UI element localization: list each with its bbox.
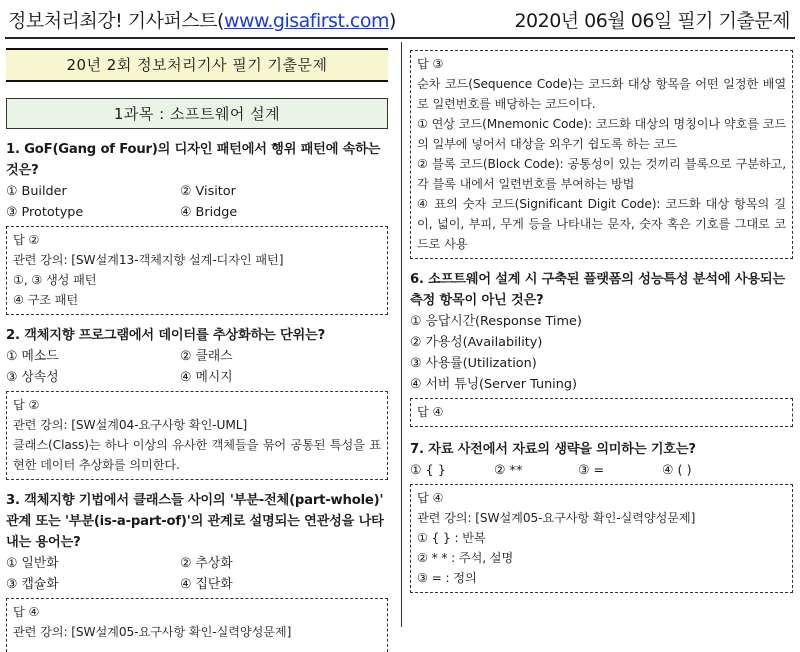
option: ④ ( ) [662, 463, 692, 478]
explanation: ④ 표의 숫자 코드(Significant Digit Code): 코드화 대상 항목의 길이, 넓이, 부피, 무게 등을 나타내는 문자, 숫자 혹은 기호를 그대로 코드로 사용 [417, 197, 786, 251]
explanation: ② * * : 주석, 설명 [417, 551, 514, 565]
explanation: ① 연상 코드(Mnemonic Code): 코드화 대상의 명칭이나 약호를 코드의 일부에 넣어서 대상을 외우기 쉽도록 하는 코드 [417, 117, 787, 151]
question-1: 1. GoF(Gang of Four)의 디자인 패턴에서 행위 패턴에 속하는 것은? [6, 142, 381, 178]
lecture-reference: 관련 강의: [SW설계05-요구사항 확인-실력양성문제] [13, 625, 292, 639]
option: ① 응답시간(Response Time) [410, 314, 582, 329]
exam-title: 20년 2회 정보처리기사 필기 기출문제 [6, 48, 388, 82]
answer: 답 ③ [417, 57, 444, 71]
answer: 답 ④ [13, 605, 40, 619]
right-column [410, 44, 793, 600]
exam-date: 2020년 06월 06일 필기 기출문제 [514, 10, 790, 32]
explanation: ③ = : 정의 [417, 571, 477, 585]
option: ③ = [578, 463, 605, 478]
site-link[interactable]: www.gisafirst.com [223, 10, 390, 32]
explanation: ④ 구조 패턴 [13, 293, 79, 307]
question-7: 7. 자료 사전에서 자료의 생략을 의미하는 기호는? [410, 442, 696, 457]
option: ② 가용성(Availability) [410, 335, 543, 350]
explanation: ① { } : 반복 [417, 531, 486, 545]
lecture-reference: 관련 강의: [SW설계04-요구사항 확인-UML] [13, 418, 248, 432]
explanation: 순차 코드(Sequence Code)는 코드화 대상 항목을 어떤 일정한 배열로 일련번호를 배당하는 코드이다. [417, 77, 786, 111]
answer-box-2 [6, 391, 388, 480]
option: ① { } [410, 463, 446, 478]
lecture-reference: 관련 강의: [SW설계05-요구사항 확인-실력양성문제] [417, 511, 696, 525]
option: ② Visitor [180, 184, 236, 199]
option: ③ 상속성 [6, 370, 59, 385]
site-title: 정보처리최강! 기사퍼스트(www.gisafirst.com) [8, 10, 396, 32]
option: ② 추상화 [180, 556, 233, 571]
option: ① 메소드 [6, 349, 59, 364]
answer-box-3 [6, 598, 388, 652]
lecture-reference: 관련 강의: [SW설계13-객체지향 설계-디자인 패턴] [13, 253, 284, 267]
option: ④ 메시지 [180, 370, 233, 385]
explanation: ①, ③ 생성 패턴 [13, 273, 97, 287]
option: ③ 사용률(Utilization) [410, 356, 537, 371]
left-column [6, 44, 388, 652]
question-1-options [6, 181, 388, 223]
page-header [0, 0, 800, 38]
option: ① Builder [6, 184, 67, 199]
explanation: ② 블록 코드(Block Code): 공통성이 있는 것끼리 블록으로 구분하고, 각 블록 내에서 일련번호를 부여하는 방법 [417, 157, 786, 191]
answer-box-5 [410, 50, 793, 259]
answer: 답 ② [13, 398, 40, 412]
answer-box-6 [410, 398, 793, 427]
answer-box-1 [6, 226, 388, 315]
option: ② ** [494, 463, 523, 478]
answer: 답 ② [13, 233, 40, 247]
column-divider [401, 42, 402, 627]
question-3: 3. 객체지향 기법에서 클래스들 사이의 '부분-전체(part-whole)' 관계 또는 '부분(is-a-part-of)'의 관계로 설명되는 연관성을 나타내는 용어는? [6, 493, 384, 550]
question-7-options [410, 460, 793, 481]
option: ② 클래스 [180, 349, 233, 364]
header-rule [5, 37, 795, 39]
option: ④ 집단화 [180, 577, 233, 592]
option: ④ Bridge [180, 205, 238, 220]
answer-box-7 [410, 484, 793, 593]
subject-title: 1과목 : 소프트웨어 설계 [6, 98, 388, 129]
option: ④ 서버 튜닝(Server Tuning) [410, 377, 577, 392]
option: ③ 캡슐화 [6, 577, 59, 592]
question-6: 6. 소프트웨어 설계 시 구축된 플랫폼의 성능특성 분석에 사용되는 측정 항목이 아닌 것은? [410, 272, 785, 308]
question-2: 2. 객체지향 프로그램에서 데이터를 추상화하는 단위는? [6, 328, 326, 343]
option: ③ Prototype [6, 205, 84, 220]
explanation: 클래스(Class)는 하나 이상의 유사한 객체들을 묶어 공통된 특성을 표현한 데이터 추상화를 의미한다. [13, 438, 381, 472]
answer: 답 ④ [417, 491, 444, 505]
question-3-options [6, 553, 388, 595]
option: ① 일반화 [6, 556, 59, 571]
question-2-options [6, 346, 388, 388]
answer: 답 ④ [417, 405, 444, 419]
question-6-options [410, 311, 793, 395]
